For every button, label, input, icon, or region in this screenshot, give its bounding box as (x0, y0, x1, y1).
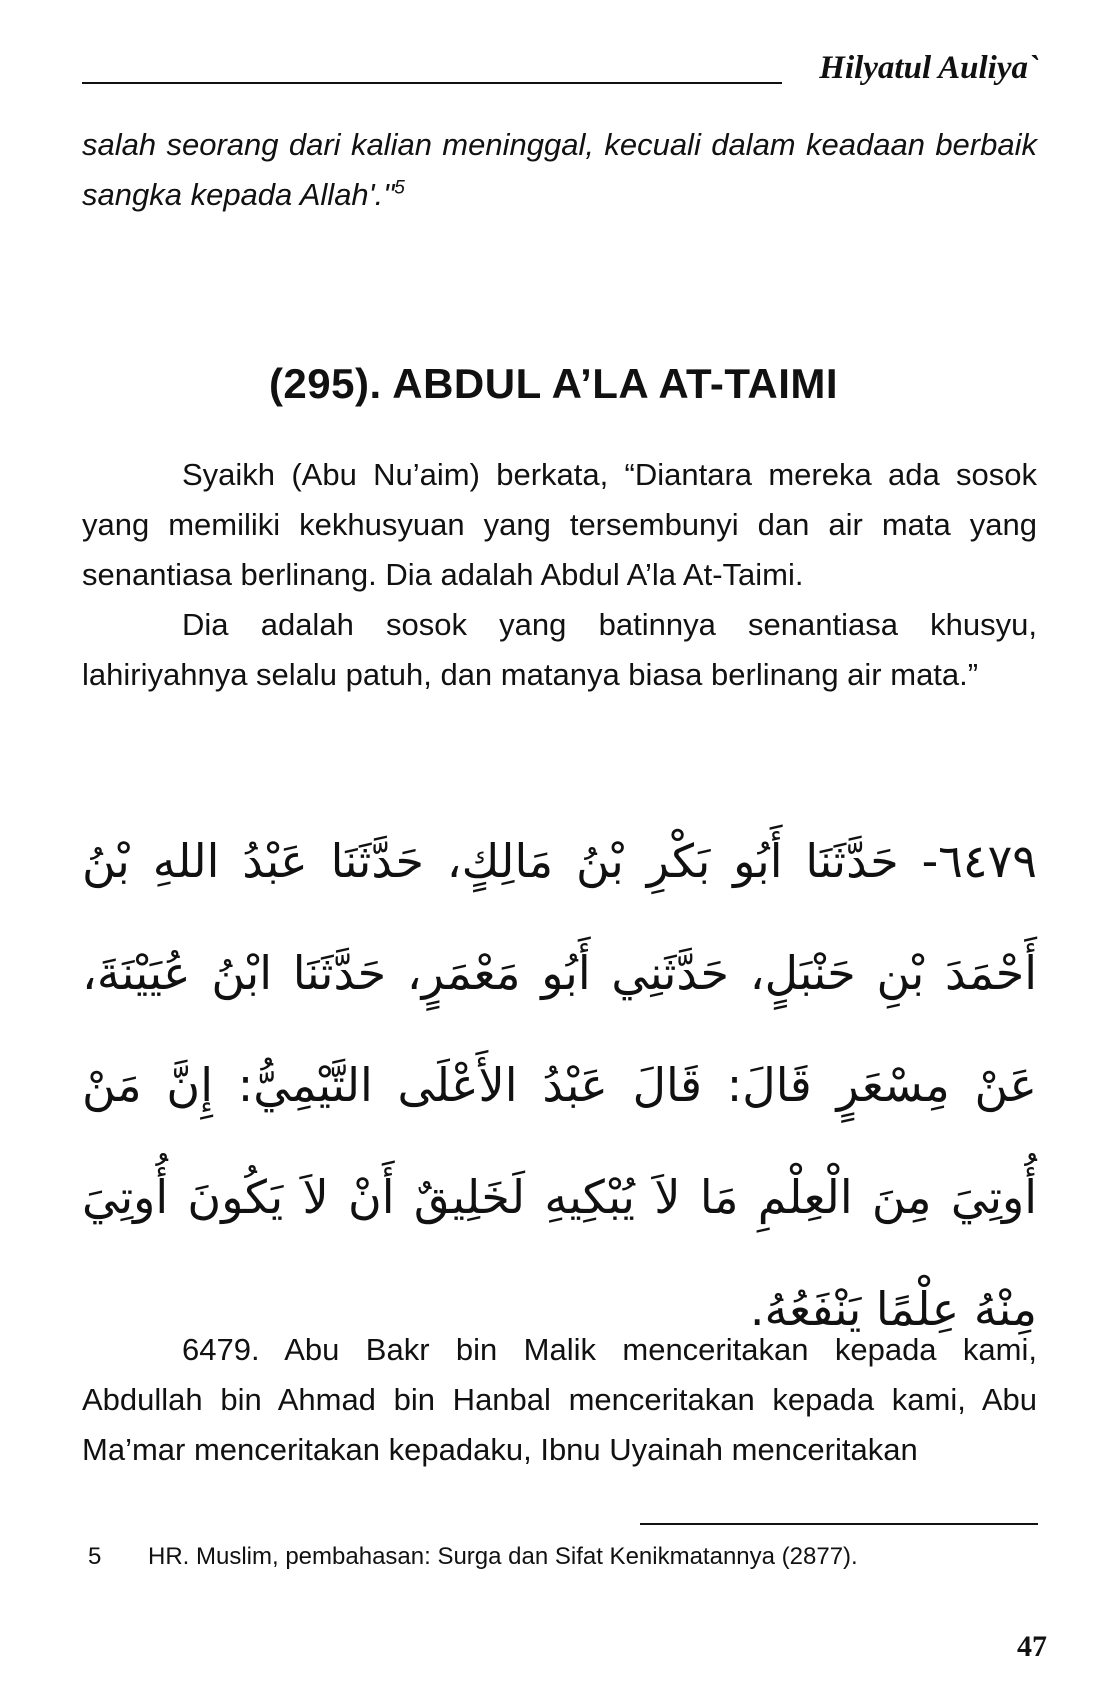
chapter-heading: (295). ABDUL A’LA AT-TAIMI (268, 360, 839, 407)
footnote-rule (640, 1523, 1038, 1525)
continuation-text: salah seorang dari kalian meninggal, kecuali dalam keadaan berbaik sangka kepada Allah'." (82, 127, 1037, 212)
continuation-paragraph (82, 120, 1037, 220)
intro-paragraph-1: Syaikh (Abu Nu’aim) berkata, “Diantara mereka ada sosok yang memiliki kekhusyuan yang tersembunyi dan air mata yang senantiasa berlinang. Dia adalah Abdul A’la At-Taimi. (82, 457, 1037, 592)
footnote-text: HR. Muslim, pembahasan: Surga dan Sifat Kenikmatannya (2877). (148, 1543, 858, 1570)
footnote-5 (88, 1540, 1038, 1574)
arabic-hadith-text: ٦٤٧٩- حَدَّثَنَا أَبُو بَكْرِ بْنُ مَالِكٍ، حَدَّثَنَا عَبْدُ اللهِ بْنُ أَحْمَدَ بْنِ حَنْبَلٍ، حَدَّثَنِي أَبُو مَعْمَرٍ، حَدَّثَنَا ابْنُ عُيَيْنَةَ، عَنْ مِسْعَرٍ قَالَ: قَالَ عَبْدُ الأَعْلَى التَّيْمِيُّ: إِنَّ مَنْ أُوتِيَ مِنَ الْعِلْمِ مَا لاَ يُبْكِيهِ لَخَلِيقٌ أَنْ لاَ يَكُونَ أُوتِيَ مِنْهُ عِلْمًا يَنْفَعُهُ. (82, 834, 1037, 1336)
footnote-reference[interactable]: 5 (394, 177, 405, 199)
header-rule (82, 82, 782, 84)
intro-paragraph-2: Dia adalah sosok yang batinnya senantiasa khusyu, lahiriyahnya selalu patuh, dan matanya biasa berlinang air mata.” (82, 607, 1037, 692)
running-header-title: Hilyatul Auliya` (819, 50, 1039, 86)
hadith-translation: 6479. Abu Bakr bin Malik menceritakan kepada kami, Abdullah bin Ahmad bin Hanbal menceritakan kepada kami, Abu Ma’mar menceritakan kepadaku, Ibnu Uyainah menceritakan (82, 1332, 1037, 1467)
page-number: 47 (1017, 1630, 1047, 1663)
footnote-number: 5 (88, 1543, 102, 1570)
